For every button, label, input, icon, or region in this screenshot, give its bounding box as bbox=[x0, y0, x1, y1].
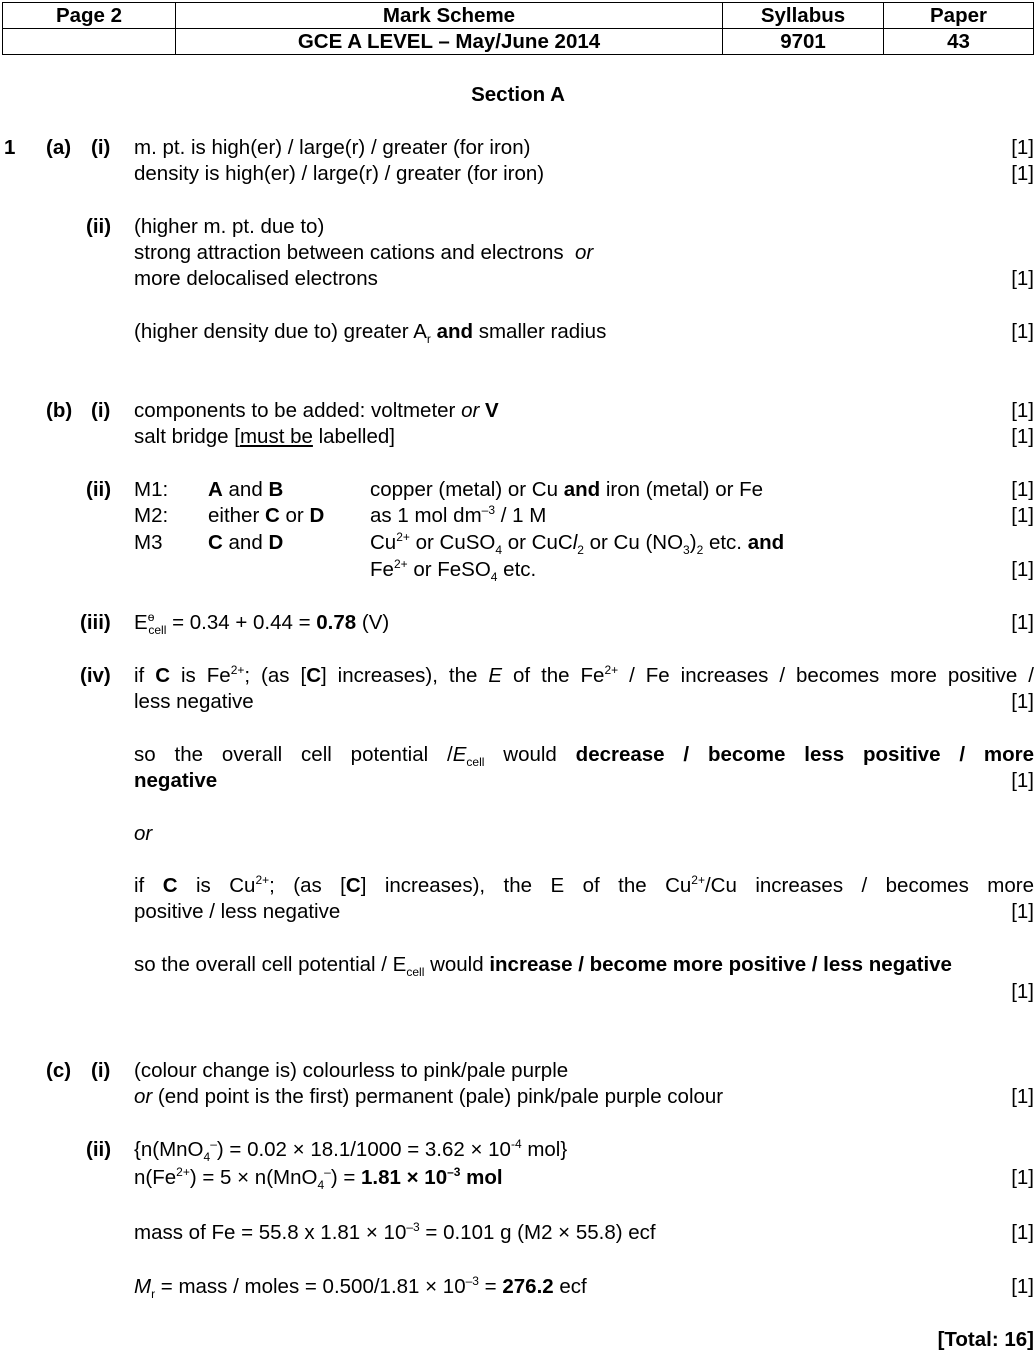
bold-letter: C bbox=[264, 504, 280, 527]
b-i-text: labelled] bbox=[312, 425, 395, 448]
formula: (V) bbox=[356, 611, 390, 634]
syllabus-code: 9701 bbox=[723, 29, 884, 55]
or-word: or bbox=[575, 241, 594, 264]
part-a-i-label: (i) bbox=[91, 136, 111, 159]
subscript: 4 bbox=[495, 543, 503, 558]
superscript: – bbox=[324, 1165, 331, 1180]
text: would bbox=[484, 743, 557, 766]
m2-label: M2: bbox=[134, 504, 169, 527]
question-number: 1 bbox=[4, 136, 16, 159]
formula: ) = 5 × n(MnO bbox=[189, 1166, 318, 1189]
text: of the Fe bbox=[513, 664, 605, 687]
m2-items bbox=[208, 503, 324, 529]
a-i-line2: density is high(er) / large(r) / greater (for iron) bbox=[134, 162, 545, 185]
superscript: 2+ bbox=[604, 663, 619, 678]
formula: or FeSO bbox=[407, 558, 491, 581]
mark: [1] bbox=[1011, 320, 1034, 343]
subscript: 4 bbox=[203, 1150, 211, 1165]
subscript: 2 bbox=[696, 543, 704, 558]
paper-label: Paper bbox=[884, 3, 1034, 29]
mark: [1] bbox=[1011, 900, 1034, 923]
b-iv-p3-line2: positive / less negative bbox=[134, 900, 341, 923]
superscript: –3 bbox=[465, 1274, 479, 1289]
answer-value: mol bbox=[460, 1166, 503, 1189]
or-word: or bbox=[134, 1085, 153, 1108]
part-c-label: (c) bbox=[46, 1059, 72, 1082]
and-word: and bbox=[228, 531, 263, 554]
exam-title: GCE A LEVEL – May/June 2014 bbox=[176, 29, 723, 55]
text: is Fe bbox=[181, 664, 231, 687]
header-empty-cell bbox=[3, 29, 176, 55]
or-word: or bbox=[285, 504, 304, 527]
subscript: 4 bbox=[317, 1178, 325, 1193]
header-table bbox=[2, 2, 1034, 55]
formula: or Cu (NO bbox=[583, 531, 684, 554]
text: so the overall cell potential / E bbox=[134, 953, 407, 976]
superscript: 2+ bbox=[393, 557, 408, 572]
mark: [1] bbox=[1011, 267, 1034, 290]
m2-text bbox=[370, 503, 546, 529]
m1-text-part: iron (metal) or Fe bbox=[605, 478, 764, 501]
formula: mol} bbox=[521, 1138, 568, 1161]
formula: Cu bbox=[370, 531, 397, 554]
and-word: and bbox=[228, 478, 263, 501]
bold-letter: D bbox=[309, 504, 325, 527]
c-i-line1: (colour change is) colourless to pink/pale purple bbox=[134, 1059, 569, 1082]
underlined-text: must be bbox=[239, 425, 313, 448]
a-ii-line4 bbox=[134, 319, 606, 345]
part-c-ii-label: (ii) bbox=[86, 1138, 112, 1161]
formula: l bbox=[572, 531, 578, 554]
formula: E bbox=[134, 611, 148, 634]
c-ii-line4 bbox=[134, 1274, 587, 1300]
subscript: 3 bbox=[683, 543, 690, 558]
m3-text-line2 bbox=[370, 557, 536, 583]
part-b-ii-label: (ii) bbox=[86, 478, 112, 501]
formula: ) = 0.02 × 18.1/1000 = 3.62 × 10 bbox=[216, 1138, 511, 1161]
italic-letter: M bbox=[134, 1275, 152, 1298]
bold-letter: C bbox=[155, 664, 171, 687]
mark: [1] bbox=[1011, 478, 1034, 501]
and-word: and bbox=[436, 320, 474, 343]
mark: [1] bbox=[1011, 1166, 1034, 1189]
text: (end point is the first) permanent (pale) pink/pale purple colour bbox=[152, 1085, 724, 1108]
formula: = mass / moles = 0.500/1.81 × 10 bbox=[155, 1275, 466, 1298]
c-ii-line1 bbox=[134, 1137, 567, 1163]
m3-label: M3 bbox=[134, 531, 163, 554]
superscript: –3 bbox=[406, 1220, 420, 1235]
text: if bbox=[134, 874, 145, 897]
bold-letter: C bbox=[306, 664, 321, 687]
b-i-line1 bbox=[134, 398, 499, 424]
text: ; (as [ bbox=[244, 664, 307, 687]
m1-label: M1: bbox=[134, 478, 169, 501]
superscript: -4 bbox=[510, 1137, 522, 1152]
mark: [1] bbox=[1011, 425, 1034, 448]
formula: = bbox=[478, 1275, 503, 1298]
either-word: either bbox=[208, 504, 260, 527]
bold-letter: A bbox=[208, 478, 223, 501]
a-ii-line2 bbox=[134, 240, 593, 266]
part-b-iii-label: (iii) bbox=[80, 611, 111, 634]
answer-value: 276.2 bbox=[502, 1275, 554, 1298]
superscript: ө bbox=[147, 610, 155, 625]
superscript: 2+ bbox=[691, 873, 705, 888]
m3-text-line1 bbox=[370, 530, 784, 556]
bold-letter: C bbox=[208, 531, 223, 554]
bold-text: decrease / become less positive / more bbox=[575, 743, 1034, 766]
mark: [1] bbox=[1011, 769, 1034, 792]
m2-text-part: / 1 M bbox=[495, 504, 547, 527]
part-a-ii-label: (ii) bbox=[86, 215, 112, 238]
subscript: cell bbox=[406, 965, 425, 980]
b-iv-p2-line2: negative bbox=[134, 769, 218, 792]
mark: [1] bbox=[1011, 558, 1034, 581]
mark: [1] bbox=[1011, 980, 1034, 1003]
c-ii-line2 bbox=[134, 1165, 503, 1191]
text: is Cu bbox=[195, 874, 256, 897]
mark: [1] bbox=[1011, 504, 1034, 527]
b-i-text: components to be added: voltmeter bbox=[134, 399, 456, 422]
part-a-label: (a) bbox=[46, 136, 72, 159]
superscript: –3 bbox=[481, 503, 496, 518]
superscript: 2+ bbox=[176, 1165, 190, 1180]
m2-text-part: as 1 mol dm bbox=[370, 504, 482, 527]
b-iv-p2-line1 bbox=[134, 742, 1034, 768]
formula: ) = bbox=[330, 1166, 362, 1189]
text: / Fe increases / becomes more positive / bbox=[618, 664, 1034, 687]
superscript: 2+ bbox=[396, 530, 410, 545]
superscript: – bbox=[210, 1137, 217, 1152]
text: so the overall cell potential / bbox=[134, 743, 453, 766]
syllabus-label: Syllabus bbox=[723, 3, 884, 29]
m3-items bbox=[208, 530, 283, 556]
formula: ) bbox=[689, 531, 697, 554]
m1-items bbox=[208, 477, 283, 503]
part-b-iv-label: (iv) bbox=[80, 664, 111, 687]
b-i-line2 bbox=[134, 424, 395, 450]
formula: mass of Fe = 55.8 x 1.81 × 10 bbox=[134, 1221, 407, 1244]
page-number: Page 2 bbox=[3, 3, 176, 29]
text: ] increases), the E of the Cu bbox=[360, 874, 692, 897]
a-ii-text: (higher density due to) greater A bbox=[134, 320, 427, 343]
mark: [1] bbox=[1011, 1085, 1034, 1108]
text: ; (as [ bbox=[269, 874, 346, 897]
formula: or CuC bbox=[502, 531, 573, 554]
superscript: –3 bbox=[447, 1165, 461, 1180]
mark: [1] bbox=[1011, 1221, 1034, 1244]
b-iv-p3-line1 bbox=[134, 873, 1034, 899]
b-iii-line bbox=[134, 610, 389, 636]
formula: n(Fe bbox=[134, 1166, 177, 1189]
a-ii-line1: (higher m. pt. due to) bbox=[134, 215, 325, 238]
a-i-line1: m. pt. is high(er) / large(r) / greater (for iron) bbox=[134, 136, 531, 159]
paper-code: 43 bbox=[884, 29, 1034, 55]
mark: [1] bbox=[1011, 399, 1034, 422]
total-marks: [Total: 16] bbox=[937, 1328, 1034, 1351]
c-ii-line3 bbox=[134, 1220, 656, 1246]
superscript: 2+ bbox=[230, 663, 245, 678]
b-iv-p1-line2: less negative bbox=[134, 690, 254, 713]
subscript: r bbox=[426, 332, 431, 347]
subscript: cell bbox=[148, 623, 167, 638]
or-word: or bbox=[461, 399, 480, 422]
m1-text-part: copper (metal) or Cu bbox=[370, 478, 558, 501]
a-ii-text: smaller radius bbox=[478, 320, 607, 343]
part-b-i-label: (i) bbox=[91, 399, 111, 422]
part-c-i-label: (i) bbox=[91, 1059, 111, 1082]
c-i-line2 bbox=[134, 1084, 723, 1110]
answer-value: 1.81 × 10 bbox=[361, 1166, 448, 1189]
bold-text: increase / become more positive / less negative bbox=[489, 953, 952, 976]
or-word: or bbox=[134, 822, 153, 845]
text: /Cu increases / becomes more bbox=[704, 874, 1034, 897]
formula: etc. bbox=[497, 558, 537, 581]
text: if bbox=[134, 664, 145, 687]
mark: [1] bbox=[1011, 690, 1034, 713]
subscript: 2 bbox=[577, 543, 584, 558]
section-title: Section A bbox=[471, 83, 565, 106]
formula: = 0.34 + 0.44 = bbox=[166, 611, 317, 634]
formula: {n(MnO bbox=[134, 1138, 204, 1161]
doc-title: Mark Scheme bbox=[176, 3, 723, 29]
b-iv-p4-line1 bbox=[134, 952, 952, 978]
subscript: cell bbox=[466, 755, 485, 770]
voltmeter-symbol: V bbox=[485, 399, 499, 422]
part-b-label: (b) bbox=[46, 399, 73, 422]
b-i-text: salt bridge [ bbox=[134, 425, 240, 448]
subscript: 4 bbox=[490, 570, 498, 585]
subscript: r bbox=[151, 1287, 156, 1302]
italic-letter: E bbox=[488, 664, 503, 687]
formula: etc. bbox=[703, 531, 742, 554]
mark: [1] bbox=[1011, 162, 1034, 185]
formula: or CuSO bbox=[409, 531, 496, 554]
italic-letter: E bbox=[452, 743, 467, 766]
formula: ecf bbox=[553, 1275, 587, 1298]
and-word: and bbox=[747, 531, 785, 554]
bold-letter: B bbox=[268, 478, 284, 501]
b-iv-p1-line1 bbox=[134, 663, 1034, 689]
superscript: 2+ bbox=[255, 873, 270, 888]
bold-letter: D bbox=[268, 531, 284, 554]
bold-letter: C bbox=[345, 874, 361, 897]
formula: Fe bbox=[370, 558, 394, 581]
answer-value: 0.78 bbox=[316, 611, 357, 634]
m1-text bbox=[370, 477, 763, 503]
a-ii-text: strong attraction between cations and electrons bbox=[134, 241, 564, 264]
a-ii-line3: more delocalised electrons bbox=[134, 267, 378, 290]
bold-letter: C bbox=[162, 874, 178, 897]
mark: [1] bbox=[1011, 136, 1034, 159]
mark: [1] bbox=[1011, 611, 1034, 634]
text: would bbox=[424, 953, 490, 976]
mark: [1] bbox=[1011, 1275, 1034, 1298]
formula: = 0.101 g (M2 × 55.8) ecf bbox=[419, 1221, 656, 1244]
and-word: and bbox=[563, 478, 601, 501]
text: ] increases), the bbox=[321, 664, 478, 687]
